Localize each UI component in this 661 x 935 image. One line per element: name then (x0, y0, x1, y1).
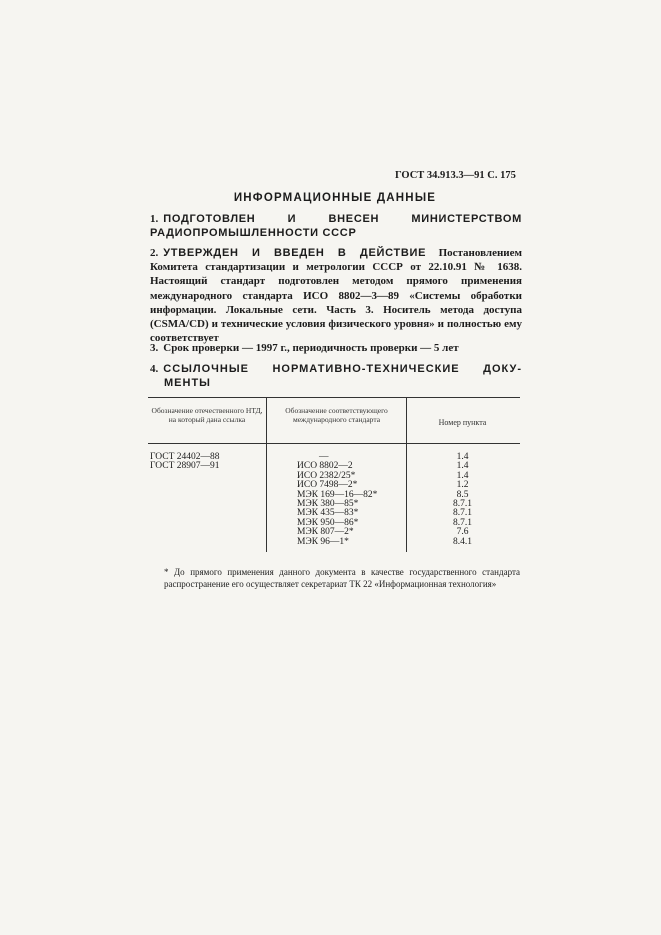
table-cell: 1.4 (456, 452, 469, 462)
table-cell: 8.7.1 (453, 498, 472, 509)
table-cell: ИСО 2382/25* (297, 470, 356, 481)
info-item-2 (150, 246, 522, 345)
item-number: 4. (150, 363, 159, 375)
table-cell: ИСО 8802—2 (297, 461, 353, 472)
item-number: 3. (150, 342, 159, 354)
header-domestic-doc: Обозначение отечественного НТД, на который дана ссылка (151, 406, 263, 424)
info-item-4 (150, 362, 522, 390)
table-cell: 8.7.1 (453, 508, 472, 519)
table-cell: — (319, 452, 329, 462)
item-number: 1. (150, 213, 159, 225)
table-cell: 1.4 (456, 470, 469, 481)
info-item-1 (150, 212, 522, 240)
table-cell: ГОСТ 24402—88 (150, 452, 220, 462)
column-domestic-docs (148, 444, 266, 552)
table-cell: 1.4 (456, 461, 469, 472)
table-header (148, 398, 520, 444)
footnote (148, 566, 520, 591)
table-cell: 7.6 (456, 527, 469, 538)
table-cell: ГОСТ 28907—91 (150, 461, 220, 472)
column-international-stds (266, 444, 406, 552)
table-cell: 8.7.1 (453, 517, 472, 528)
table-cell: 1.2 (456, 480, 469, 491)
item-body: Срок проверки — 1997 г., периодичность проверки — 5 лет (163, 342, 459, 354)
footnote-text: * До прямого применения данного документа в качестве государственного стандарта распространение его осуществляет секретариат ТК 22 «Информационная технология» (164, 567, 520, 590)
header-clause-number: Номер пункта (406, 398, 518, 443)
item-body: Постановлением Комитета стандартизации и метрологии СССР от 22.10.91 № 1638. Настоящий стандарт подготовлен методом прямого применения международного стандарта ИСО 8802—3—89 «Системы обработки информации. Локальные сети. Часть 3. Носитель метода доступа (CSMA/CD) и технические условия физического уровня» и полностью ему соответствует (150, 247, 523, 345)
table-cell: МЭК 169—16—82* (297, 489, 378, 500)
header-international-std: Обозначение соответствующего международного стандарта (266, 398, 406, 443)
item-heading-line2: МЕНТЫ (164, 377, 211, 390)
table-cell: МЭК 435—83* (297, 508, 359, 519)
column-clause-numbers (406, 444, 518, 552)
info-item-3 (150, 341, 522, 355)
item-heading: УТВЕРЖДЕН И ВВЕДЕН В ДЕЙСТВИЕ (163, 247, 427, 259)
table-cell: МЭК 950—86* (297, 517, 359, 528)
item-heading-line1: ССЫЛОЧНЫЕ НОРМАТИВНО-ТЕХНИЧЕСКИЕ ДОКУ- (163, 363, 522, 375)
item-heading: ПОДГОТОВЛЕН И ВНЕСЕН МИНИСТЕРСТВОМ РАДИОПРОМЫШЛЕННОСТИ СССР (150, 213, 522, 240)
table-cell: МЭК 380—85* (297, 498, 359, 509)
item-number: 2. (150, 247, 159, 259)
table-cell: МЭК 807—2* (297, 527, 354, 538)
table-cell: 8.4.1 (453, 536, 472, 547)
table-cell: 8.5 (456, 489, 469, 500)
reference-table (148, 397, 520, 552)
page-header: ГОСТ 34.913.3—91 С. 175 (395, 170, 516, 181)
table-cell: МЭК 96—1* (297, 536, 349, 547)
table-body (148, 444, 520, 552)
document-title: ИНФОРМАЦИОННЫЕ ДАННЫЕ (233, 192, 437, 204)
table-cell: ИСО 7498—2* (297, 480, 358, 491)
